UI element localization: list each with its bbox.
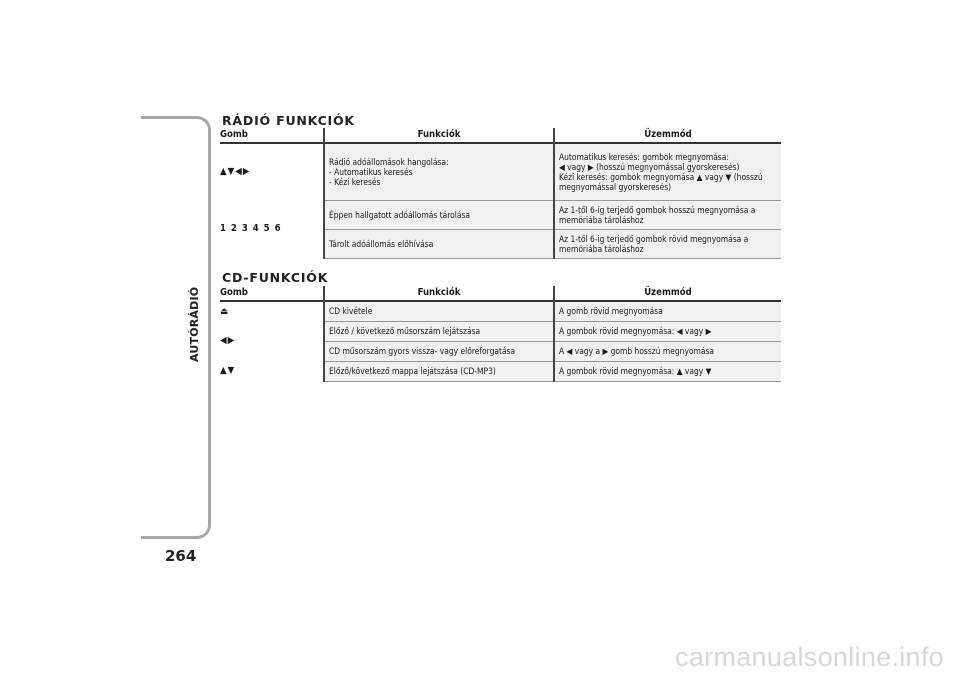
mode-cell: A ◀ vagy a ▶ gomb hosszú megnyomása	[554, 341, 781, 361]
table-row	[220, 200, 781, 229]
mode-cell: Automatikus keresés: gombok megnyomása: ◀ vagy ▶ (hosszú megnyomással gyorskeresés) Kézi keresés: gombok megnyomása ▲ vagy ▼ (hosszú megnyomással gyorskeresés)	[554, 143, 781, 200]
header-funkciok: Funkciók	[324, 286, 554, 301]
mode-cell: Az 1-től 6-ig terjedő gombok rövid megnyomása a memóriába tároláshoz	[554, 229, 781, 258]
button-up-down-cell: ▲▼	[220, 365, 236, 376]
function-cell: Tárolt adóállomás előhívása	[324, 229, 554, 258]
function-cell: CD kivétele	[324, 301, 554, 321]
function-cell: Előző/következő mappa lejátszása (CD-MP3)	[324, 361, 554, 381]
mode-cell: A gombok rövid megnyomása: ▲ vagy ▼	[554, 361, 781, 381]
page-number: 264	[165, 547, 197, 565]
mode-cell: A gomb rövid megnyomása	[554, 301, 781, 321]
watermark: carmanualsonline.info	[675, 642, 944, 672]
eject-icon: ⏏	[220, 305, 230, 317]
header-funkciok: Funkciók	[324, 128, 554, 143]
table-row	[220, 143, 781, 200]
function-cell: Éppen hallgatott adóállomás tárolása	[324, 200, 554, 229]
chapter-label: AUTÓRÁDIÓ	[188, 286, 201, 362]
cd-functions-table	[220, 286, 781, 382]
mode-cell: Az 1-től 6-ig terjedő gombok hosszú megnyomása a memóriába tároláshoz	[554, 200, 781, 229]
header-uzemmod: Üzemmód	[554, 128, 781, 143]
cd-section-title: CD-FUNKCIÓK	[222, 270, 329, 285]
radio-functions-table	[220, 128, 781, 259]
function-cell: Előző / következő műsorszám lejátszása	[324, 321, 554, 341]
function-cell: Rádió adóállomások hangolása: - Automatikus keresés - Kézi keresés	[324, 143, 554, 200]
table-row	[220, 301, 781, 321]
header-gomb: Gomb	[220, 287, 248, 298]
table-header-row	[220, 286, 781, 301]
table-row	[220, 361, 781, 381]
header-uzemmod: Üzemmód	[554, 286, 781, 301]
mode-cell: A gombok rövid megnyomása: ◀ vagy ▶	[554, 321, 781, 341]
header-gomb: Gomb	[220, 129, 248, 140]
button-numbers-cell: 1 2 3 4 5 6	[220, 223, 282, 234]
table-header-row	[220, 128, 781, 143]
radio-section-title: RÁDIÓ FUNKCIÓK	[222, 113, 355, 128]
table-row	[220, 321, 781, 341]
button-arrows-cell: ▲▼◀▶	[220, 166, 251, 177]
button-left-right-cell: ◀▶	[220, 335, 236, 346]
function-cell: CD műsorszám gyors vissza- vagy előreforgatása	[324, 341, 554, 361]
